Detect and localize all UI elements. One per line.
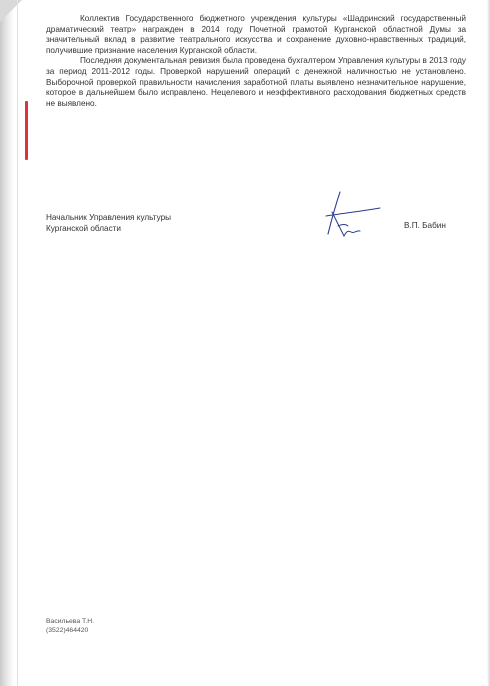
- signatory-name: В.П. Бабин: [404, 221, 446, 230]
- document-body: [46, 14, 466, 109]
- page-left-shadow: [0, 0, 14, 686]
- signatory-position: [46, 213, 246, 234]
- paragraph-award: Коллектив Государственного бюджетного учреждения культуры «Шадринский государственный драматический театр» награжден в 2014 году Почетной грамотой Курганской областной Думы за значительный вклад в развитие театрального искусства и сохранение духовно-нравственных традиций, получившие признание населения Курганской области.: [46, 14, 466, 55]
- signatory-position-line2: Курганской области: [46, 223, 121, 233]
- paragraph-audit: Последняя документальная ревизия была проведена бухгалтером Управления культуры в 2013 году за период 2011-2012 годы. Проверкой нарушений операций с денежной наличностью не установлено. Выборочной проверкой правильности начисления заработной платы выявлено незначительное нарушение, которое в дальнейшем было исправлено. Нецелевого и неэффективного расходования бюджетных средств не выявлено.: [46, 56, 466, 108]
- executor-contact: [46, 617, 94, 635]
- handwritten-signature: [318, 186, 384, 246]
- executor-name: Васильева Т.Н.: [46, 618, 95, 625]
- page-left-edge: [17, 0, 18, 686]
- page-corner-fold: [0, 0, 22, 22]
- executor-phone: (3522)464420: [46, 627, 89, 634]
- signatory-position-line1: Начальник Управления культуры: [46, 213, 172, 222]
- margin-highlight-mark: [25, 101, 28, 160]
